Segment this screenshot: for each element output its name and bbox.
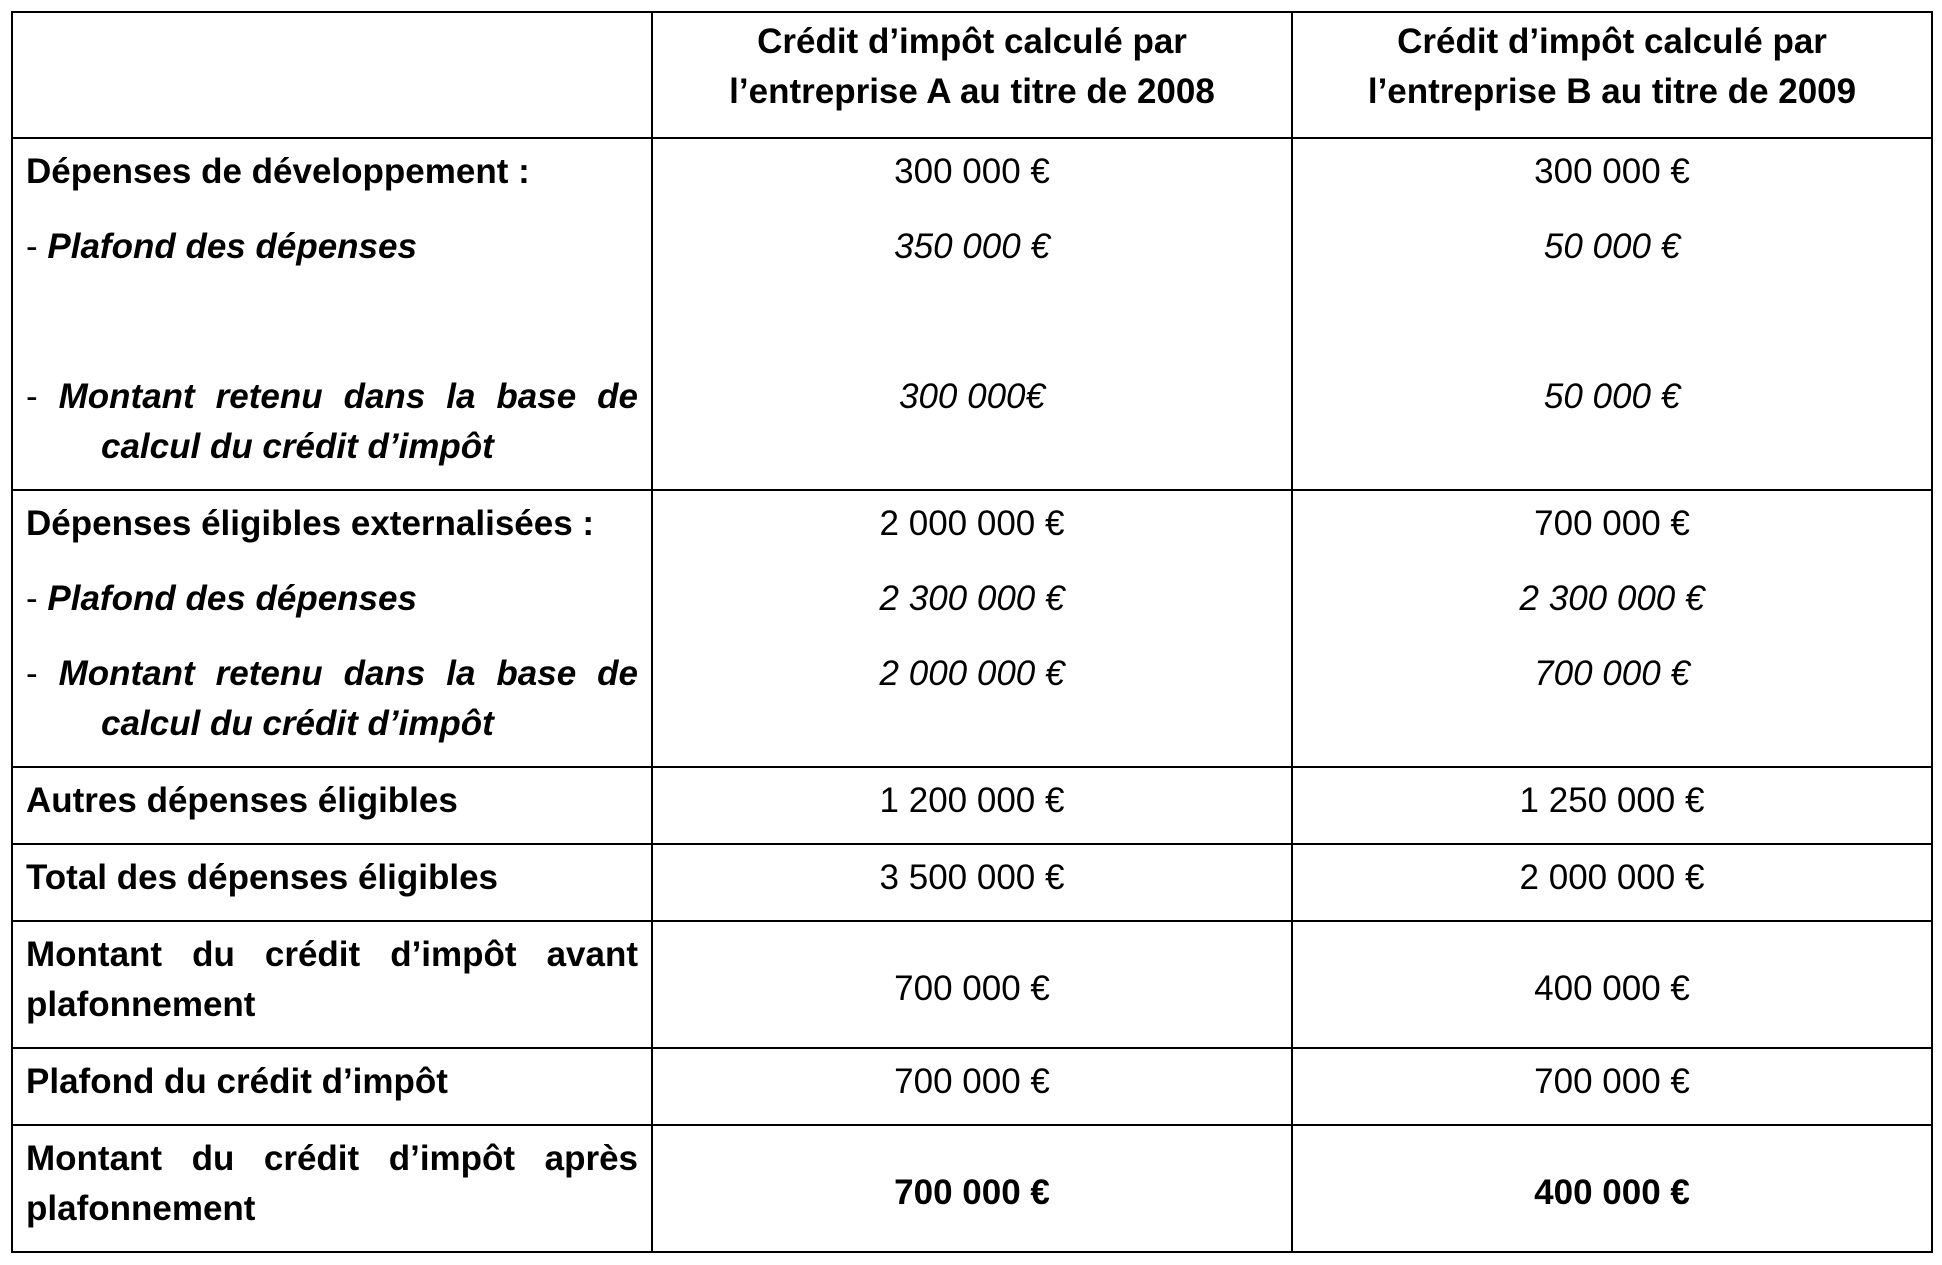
dev-expenses-row	[12, 138, 1932, 490]
dev-expenses-label-cell	[12, 138, 652, 490]
ext-values-b	[1292, 490, 1932, 767]
apres-a: 700 000 €	[652, 1125, 1292, 1252]
apres-row	[12, 1125, 1932, 1252]
dev-spacer	[26, 297, 638, 372]
total-b: 2 000 000 €	[1292, 844, 1932, 921]
dev-total-a: 300 000 €	[894, 152, 1050, 191]
avant-a: 700 000 €	[652, 921, 1292, 1048]
ext-plafond-b: 2 300 000 €	[1519, 579, 1705, 618]
total-row	[12, 844, 1932, 921]
avant-label-line-1: Montant du crédit d’impôt avant	[26, 935, 638, 974]
header-col-b-line-1: Crédit d’impôt calculé par	[1397, 22, 1827, 61]
tax-credit-table	[11, 11, 1933, 1253]
dev-retenu-b: 50 000 €	[1543, 377, 1681, 416]
header-row	[12, 12, 1932, 138]
ext-retenu-b: 700 000 €	[1534, 654, 1690, 693]
header-col-b-line-2: l’entreprise B au titre de 2009	[1367, 72, 1857, 111]
dev-spacer-b	[1293, 297, 1931, 372]
header-empty-cell	[12, 12, 652, 138]
ext-expenses-label: Dépenses éligibles externalisées :	[26, 504, 595, 543]
autres-label: Autres dépenses éligibles	[12, 767, 652, 844]
ext-total-a: 2 000 000 €	[879, 504, 1065, 543]
avant-label	[12, 921, 652, 1048]
ext-retenu-a: 2 000 000 €	[879, 654, 1065, 693]
avant-label-line-2: plafonnement	[26, 985, 256, 1024]
dev-spacer-a	[653, 297, 1291, 372]
plafond-credit-row	[12, 1048, 1932, 1125]
apres-label-line-2: plafonnement	[26, 1189, 256, 1228]
ext-values-a	[652, 490, 1292, 767]
dev-total-b: 300 000 €	[1534, 152, 1690, 191]
plafond-credit-label: Plafond du crédit d’impôt	[12, 1048, 652, 1125]
ext-retenu-label: - Montant retenu dans la base de calcul du crédit d’impôt	[26, 654, 638, 743]
total-a: 3 500 000 €	[652, 844, 1292, 921]
ext-expenses-row	[12, 490, 1932, 767]
dev-plafond-a: 350 000 €	[894, 227, 1050, 266]
autres-b: 1 250 000 €	[1292, 767, 1932, 844]
apres-b: 400 000 €	[1292, 1125, 1932, 1252]
ext-plafond-a: 2 300 000 €	[879, 579, 1065, 618]
avant-row	[12, 921, 1932, 1048]
plafond-credit-b: 700 000 €	[1292, 1048, 1932, 1125]
dev-plafond-label: - Plafond des dépenses	[26, 227, 417, 266]
autres-row	[12, 767, 1932, 844]
header-col-b	[1292, 12, 1932, 138]
ext-expenses-label-cell	[12, 490, 652, 767]
header-col-a-line-1: Crédit d’impôt calculé par	[757, 22, 1187, 61]
header-col-a-line-2: l’entreprise A au titre de 2008	[729, 72, 1215, 111]
dev-plafond-b: 50 000 €	[1543, 227, 1681, 266]
dev-values-a	[652, 138, 1292, 490]
total-label: Total des dépenses éligibles	[12, 844, 652, 921]
plafond-credit-a: 700 000 €	[652, 1048, 1292, 1125]
avant-b: 400 000 €	[1292, 921, 1932, 1048]
header-col-a	[652, 12, 1292, 138]
ext-total-b: 700 000 €	[1534, 504, 1690, 543]
apres-label-line-1: Montant du crédit d’impôt après	[26, 1139, 638, 1178]
dev-values-b	[1292, 138, 1932, 490]
apres-label	[12, 1125, 652, 1252]
autres-a: 1 200 000 €	[652, 767, 1292, 844]
dev-retenu-label: - Montant retenu dans la base de calcul du crédit d’impôt	[26, 377, 638, 466]
dev-retenu-a: 300 000€	[899, 377, 1045, 416]
dev-expenses-label: Dépenses de développement :	[26, 152, 530, 191]
ext-plafond-label: - Plafond des dépenses	[26, 579, 417, 618]
